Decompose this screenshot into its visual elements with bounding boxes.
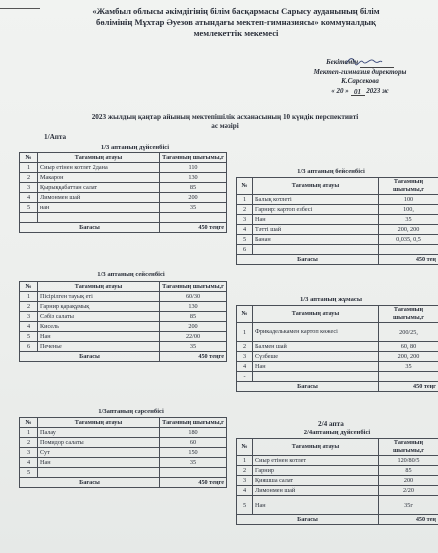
- table-row: 2 Гарнир қарақұмық 130: [20, 302, 227, 312]
- table-row: 3 Сут 150: [20, 448, 227, 458]
- week-1-label: 1/Апта: [44, 133, 67, 141]
- menu-table-week2-monday: № Тағамның атауы Тағамның шығымы,г 1 Сиыр етінен котлет 120/80/5 2 Гарнир 85 3 Қияшша салат 200 4 Лимонмен шай 2/20 5 Нан 35г Бағасы 450 тең: [236, 438, 438, 525]
- table-total-row: Бағасы 450 теңге: [20, 352, 227, 362]
- col-name-header: Тағамның атауы: [38, 153, 160, 163]
- table-row: 6: [237, 245, 438, 255]
- approve-person: К.Сарсекова: [341, 77, 379, 85]
- table-row: 5 Банан 0,035, 0,5: [237, 235, 438, 245]
- menu-table-thursday: № Тағамның атауы Тағамның шығымы,г 1 Балық котлеті 100 2 Гарнир: картоп езбесі 100, 3 Нан 35 4 Тәтті шай 200, 200 5 Банан 0,035, 0,5 6 Бағасы 450 тең: [236, 177, 438, 265]
- table-row: 5 Нан 35г: [237, 496, 438, 515]
- table-row: 3 Қияшша салат 200: [237, 476, 438, 486]
- table-caption-thursday: 1/3 аптаның бейсенбісі: [297, 168, 365, 175]
- table-row: 4 Нан 35: [237, 362, 438, 372]
- table-row: 5: [20, 468, 227, 478]
- approval-block: [290, 58, 430, 96]
- table-row: 4 Кисель 200: [20, 322, 227, 332]
- table-row: 2 Гарнир 85: [237, 466, 438, 476]
- table-row: 6 Печенье 35: [20, 342, 227, 352]
- table-row: 1 Балық котлеті 100: [237, 195, 438, 205]
- title-line-2: ас мәзірі: [211, 122, 239, 130]
- table-row: 1 Палау 180: [20, 428, 227, 438]
- header-line-2: бөлімінің Мұхтар Әуезов атындағы мектеп-гимназиясы» коммуналдық: [96, 17, 376, 27]
- signature-line: [360, 60, 394, 68]
- header-line-3: мемлекеттік мекемесі: [193, 28, 279, 38]
- table-total-row: Бағасы 450 теңге: [20, 478, 227, 488]
- table-row: 3 Сәбіз салаты 85: [20, 312, 227, 322]
- table-row: 5 Нан 22/00: [20, 332, 227, 342]
- table-row: 4 Лимонмен шай 200: [20, 193, 227, 203]
- table-row: 3 Қырыққабаттан салат 85: [20, 183, 227, 193]
- approve-word: Бекітемін: [326, 58, 359, 66]
- table-caption-wednesday: 1/3аптаның сәрсенбісі: [98, 408, 164, 415]
- table-row: 3 Нан 35: [237, 215, 438, 225]
- top-rule: [0, 8, 40, 9]
- table-row: 2 Макарон 130: [20, 173, 227, 183]
- table-row: 4 Нан 35: [20, 458, 227, 468]
- week-2-label: 2/4 апта: [318, 420, 344, 428]
- institution-header: [56, 6, 416, 39]
- table-total-row: Бағасы 450 тең: [237, 515, 438, 525]
- table-row: 2 Балмен шай 60, 80: [237, 342, 438, 352]
- table-caption-friday: 1/3 аптаның жұмасы: [300, 296, 362, 303]
- table-caption-week2-monday: 2/4аптаның дүйсенбісі: [303, 429, 371, 436]
- table-total-row: Бағасы 450 теңге: [20, 223, 227, 233]
- document-title: [30, 113, 420, 131]
- table-row: 2 Помидор салаты 60: [20, 438, 227, 448]
- menu-table-wednesday: № Тағамның атауы Тағамның шығымы,г 1 Палау 180 2 Помидор салаты 60 3 Сут 150 4 Нан 35 5 Бағасы 450 теңге: [19, 417, 227, 488]
- table-row: [20, 213, 227, 223]
- menu-table-friday: № Тағамның атауы Тағамның шығымы,г 1 Фрикаделькамен картоп көжесі 200/25, 2 Балмен шай 60, 80 3 Сүзбеше 200, 200 4 Нан 35 - Бағасы 450 теңг: [236, 305, 438, 392]
- title-line-1: 2023 жылдың қаңтар айының мектепішілік асханасының 10 күндік перспективті: [91, 113, 359, 121]
- table-row: 1 Пісірілген тауық еті 60/30: [20, 292, 227, 302]
- table-row: 1 Фрикаделькамен картоп көжесі 200/25,: [237, 323, 438, 342]
- approve-position: Мектеп-гимназия директоры: [313, 67, 407, 76]
- approve-month: 01: [351, 88, 365, 96]
- table-row: 1 Сиыр етінен котлет 2дана 110: [20, 163, 227, 173]
- menu-table-monday: [19, 152, 227, 233]
- table-total-row: Бағасы 450 теңг: [237, 382, 438, 392]
- approve-day: « 20 »: [331, 86, 349, 95]
- table-caption-tuesday: 1/3 аптаның сейсенбісі: [97, 271, 165, 278]
- table-row: 4 Лимонмен шай 2/20: [237, 486, 438, 496]
- menu-table-tuesday: № Тағамның атауы Тағамның шығымы,г 1 Пісірілген тауық еті 60/30 2 Гарнир қарақұмық 130 3 Сәбіз салаты 85 4 Кисель 200 5 Нан 22/00 6 Печенье 35 Бағасы 450 теңге: [19, 281, 227, 362]
- table-row: -: [237, 372, 438, 382]
- table-row: 5 нан 35: [20, 203, 227, 213]
- header-line-1: «Жамбыл облысы әкімдігінің білім басқармасы Сарысу ауданының білім: [92, 6, 380, 16]
- table-row: 3 Сүзбеше 200, 200: [237, 352, 438, 362]
- approve-year: 2023 ж: [366, 86, 389, 95]
- col-qty-header: Тағамның шығымы,г: [160, 153, 227, 163]
- table-caption-monday: 1/3 аптаның дүйсенбісі: [100, 144, 170, 151]
- table-row: 2 Гарнир: картоп езбесі 100,: [237, 205, 438, 215]
- table-row: 1 Сиыр етінен котлет 120/80/5: [237, 456, 438, 466]
- col-no-header: №: [20, 153, 38, 163]
- table-row: 4 Тәтті шай 200, 200: [237, 225, 438, 235]
- table-total-row: Бағасы 450 тең: [237, 255, 438, 265]
